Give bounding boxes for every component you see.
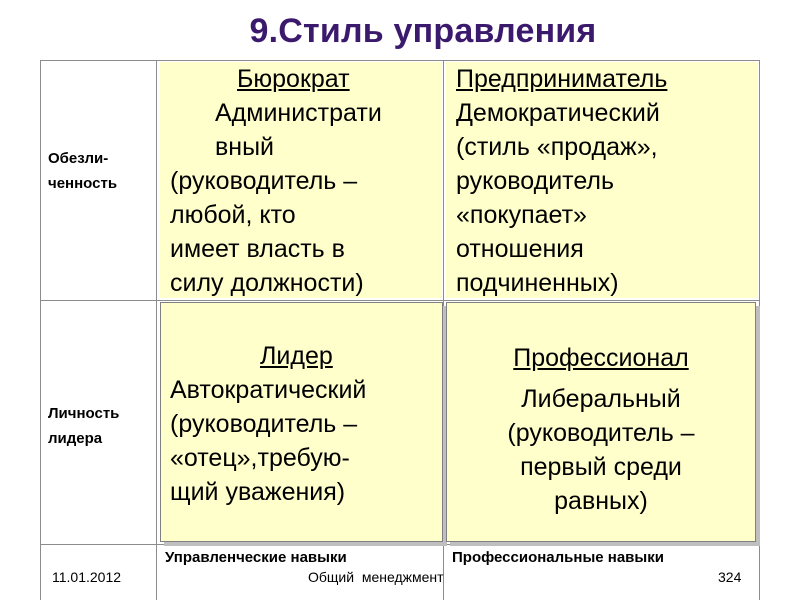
cell-line: (руководитель – <box>170 410 358 438</box>
row-label-line: Обезли- <box>48 150 109 167</box>
grid-line-row-divider <box>40 300 760 301</box>
cell-line: равных) <box>554 487 648 515</box>
footer-page-number: 324 <box>718 569 742 585</box>
cell-line: руководитель <box>456 167 615 195</box>
cell-heading-bureaucrat: Бюрократ <box>237 65 350 93</box>
row-label-line: ченность <box>48 175 118 192</box>
cell-line: отношения <box>456 235 584 263</box>
cell-line: Администрати <box>215 99 382 127</box>
cell-line: Либеральный <box>521 385 681 413</box>
cell-line: (руководитель – <box>170 167 358 195</box>
cell-line: первый среди <box>520 453 682 481</box>
grid-line-left <box>40 60 41 600</box>
cell-line: имеет власть в <box>170 235 345 263</box>
slide-title: 9.Стиль управления <box>249 12 597 50</box>
grid-line-footer-divider <box>40 544 760 545</box>
row-label-line: лидера <box>48 430 103 447</box>
grid-line-middle-column <box>443 60 444 600</box>
cell-line: «отец»,требую- <box>170 444 350 472</box>
cell-entrepreneur <box>446 62 758 298</box>
cell-heading-professional: Профессионал <box>513 344 689 372</box>
cell-line: подчиненных) <box>456 269 619 297</box>
footer-date: 11.01.2012 <box>52 569 122 585</box>
column-label-professional-skills: Профессиональные навыки <box>452 549 664 566</box>
cell-professional <box>446 302 756 542</box>
cell-heading-leader: Лидер <box>260 342 333 370</box>
cell-heading-entrepreneur: Предприниматель <box>456 65 668 93</box>
cell-line: силу должности) <box>170 269 364 297</box>
row-label-line: Личность <box>48 405 120 422</box>
cell-line: (стиль «продаж», <box>456 133 658 161</box>
footer-course-name: Общий менеджмент <box>308 569 444 585</box>
cell-bureaucrat <box>160 62 442 298</box>
grid-line-label-column <box>156 60 157 600</box>
grid-line-top <box>40 60 760 61</box>
cell-line: щий уважения) <box>170 478 346 506</box>
cell-line: любой, кто <box>170 201 296 229</box>
cell-line: Автократический <box>170 376 367 404</box>
cell-line: (руководитель – <box>507 419 695 447</box>
column-label-management-skills: Управленческие навыки <box>165 549 347 566</box>
row-label-impersonality <box>48 146 117 196</box>
row-label-leader-personality <box>48 401 119 451</box>
cell-leader <box>160 302 443 542</box>
cell-line: «покупает» <box>456 201 587 229</box>
cell-line: вный <box>215 133 275 161</box>
cell-line: Демократический <box>456 99 660 127</box>
grid-line-right <box>759 60 760 600</box>
